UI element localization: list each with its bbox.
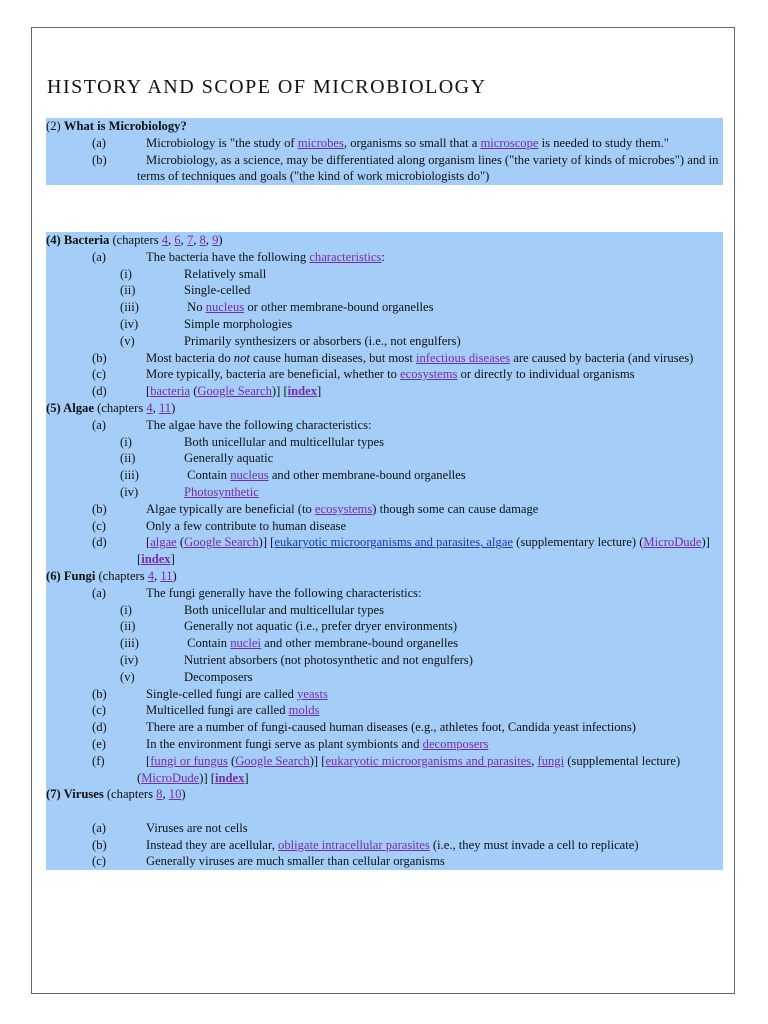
google-search-link[interactable]: Google Search xyxy=(184,535,259,550)
microbes-link[interactable]: microbes xyxy=(297,135,344,150)
chapter-link[interactable]: 8 xyxy=(199,233,206,247)
google-search-link[interactable]: Google Search xyxy=(235,753,310,768)
index-link[interactable]: index xyxy=(287,384,318,399)
subitem-i: (i) Both unicellular and multicellular types xyxy=(120,602,385,617)
decomposers-link[interactable]: decomposers xyxy=(422,736,489,751)
chapter-link[interactable]: 4 xyxy=(146,400,153,415)
molds-link[interactable]: molds xyxy=(288,703,320,718)
item-a: (a) The algae have the following characteristics: xyxy=(92,417,372,432)
item-b: (b) Microbiology, as a science, may be differentiated along organism lines ("the variety of kinds of microbes") and in terms of techniques and goals ("the kind of work microbiologists do") xyxy=(92,152,719,184)
item-d: (d) [bacteria (Google Search)] [index] xyxy=(92,384,322,399)
chapter-link[interactable]: 9 xyxy=(212,233,219,247)
ecosystems-link[interactable]: ecosystems xyxy=(400,367,458,382)
section-heading-viruses: (7) Viruses (chapters 8, 10) xyxy=(46,787,186,802)
item-a: (a) The fungi generally have the following characteristics: xyxy=(92,585,422,600)
index-link[interactable]: index xyxy=(141,552,171,567)
chapter-link[interactable]: 10 xyxy=(168,787,182,802)
microscope-link[interactable]: microscope xyxy=(480,135,539,150)
google-search-link[interactable]: Google Search xyxy=(197,384,272,399)
subitem-ii: (ii) Single-celled xyxy=(120,283,251,298)
algae-link[interactable]: algae xyxy=(150,535,177,550)
subitem-i: (i) Both unicellular and multicellular types xyxy=(120,434,385,449)
subitem-iv: (iv) Photosynthetic xyxy=(120,484,259,499)
fungi-or-fungus-link[interactable]: fungi or fungus xyxy=(150,753,228,768)
microdude-link[interactable]: MicroDude xyxy=(141,770,200,785)
item-c: (c) More typically, bacteria are beneficial, whether to ecosystems or directly to individual organisms xyxy=(92,367,635,382)
item-b: (b) Instead they are acellular, obligate intracellular parasites (i.e., they must invade a cell to replicate) xyxy=(92,837,639,852)
item-b: (b) Most bacteria do not cause human diseases, but most infectious diseases are caused by bacteria (and viruses) xyxy=(92,350,694,365)
section-heading-algae: (5) Algae (chapters 4, 11) xyxy=(46,400,176,415)
item-c: (c) Multicelled fungi are called molds xyxy=(92,703,320,718)
ecosystems-link[interactable]: ecosystems xyxy=(314,501,373,516)
obligate-parasites-link[interactable]: obligate intracellular parasites xyxy=(278,837,430,852)
page-title: HISTORY AND SCOPE OF MICROBIOLOGY xyxy=(47,76,487,98)
infectious-diseases-link[interactable]: infectious diseases xyxy=(416,350,511,365)
item-b: (b) Single-celled fungi are called yeasts xyxy=(92,686,328,701)
subitem-iii: (iii) Contain nucleus and other membrane-bound organelles xyxy=(120,468,466,483)
item-f: (f) [fungi or fungus (Google Search)] [eukaryotic microorganisms and parasites, fungi (supplemental lecture) (MicroDude)] [index] xyxy=(92,753,681,785)
subitem-v: (v) Primarily synthesizers or absorbers (i.e., not engulfers) xyxy=(120,333,461,348)
yeasts-link[interactable]: yeasts xyxy=(297,686,328,701)
section-heading: (2) What is Microbiology? xyxy=(46,119,187,133)
chapter-link[interactable]: 6 xyxy=(174,233,181,247)
chapter-link[interactable]: 11 xyxy=(158,400,172,415)
microdude-link[interactable]: MicroDude xyxy=(643,535,702,550)
section-what-is-microbiology xyxy=(46,118,723,185)
subitem-ii: (ii) Generally not aquatic (i.e., prefer dryer environments) xyxy=(120,619,458,634)
item-e: (e) In the environment fungi serve as plant symbionts and decomposers xyxy=(92,736,489,751)
index-link[interactable]: index xyxy=(215,770,245,785)
nucleus-link[interactable]: nucleus xyxy=(230,468,269,483)
item-a: (a) Microbiology is "the study of microbes, organisms so small that a microscope is needed to study them." xyxy=(92,135,669,150)
section-heading-fungi: (6) Fungi (chapters 4, 11) xyxy=(46,568,177,583)
subitem-iii: (iii) No nucleus or other membrane-bound organelles xyxy=(120,300,434,315)
item-c: (c) Only a few contribute to human disease xyxy=(92,518,347,533)
item-d: (d) [algae (Google Search)] [eukaryotic microorganisms and parasites, algae (supplementary lecture) (MicroDude)] [index] xyxy=(92,535,710,567)
nuclei-link[interactable]: nuclei xyxy=(230,636,261,651)
chapter-link[interactable]: 4 xyxy=(147,568,155,583)
subitem-iii: (iii) Contain nuclei and other membrane-bound organelles xyxy=(120,636,458,651)
chapter-link[interactable]: 11 xyxy=(160,568,173,583)
eukaryotic-algae-link[interactable]: eukaryotic microorganisms and parasites, algae xyxy=(274,535,513,550)
subitem-iv: (iv) Simple morphologies xyxy=(120,316,293,331)
subitem-i: (i) Relatively small xyxy=(120,266,267,281)
subitem-v: (v) Decomposers xyxy=(120,669,253,684)
item-c: (c) Generally viruses are much smaller than cellular organisms xyxy=(92,854,445,869)
chapter-link[interactable]: 8 xyxy=(156,787,163,802)
eukaryotic-link[interactable]: eukaryotic microorganisms and parasites xyxy=(325,753,532,768)
nucleus-link[interactable]: nucleus xyxy=(205,300,245,315)
section-heading: (4) Bacteria (chapters 4, 6, 7, 8, 9) xyxy=(46,233,223,247)
chapter-link[interactable]: 4 xyxy=(161,233,169,247)
subitem-ii: (ii) Generally aquatic xyxy=(120,451,274,466)
spacer xyxy=(46,803,723,820)
chapter-link[interactable]: 7 xyxy=(186,233,194,247)
fungi-link[interactable]: fungi xyxy=(537,753,565,768)
item-d: (d) There are a number of fungi-caused human diseases (e.g., athletes foot, Candida yeast infections) xyxy=(92,720,636,735)
item-b: (b) Algae typically are beneficial (to ecosystems) though some can cause damage xyxy=(92,501,539,516)
item-a: (a) Viruses are not cells xyxy=(92,820,248,835)
item-a: (a) The bacteria have the following characteristics: xyxy=(92,249,385,264)
subitem-iv: (iv) Nutrient absorbers (not photosynthetic and not engulfers) xyxy=(120,652,473,667)
photosynthetic-link[interactable]: Photosynthetic xyxy=(184,484,259,499)
characteristics-link[interactable]: characteristics xyxy=(309,249,382,264)
section-bacteria xyxy=(46,232,723,870)
bacteria-link[interactable]: bacteria xyxy=(150,384,191,399)
